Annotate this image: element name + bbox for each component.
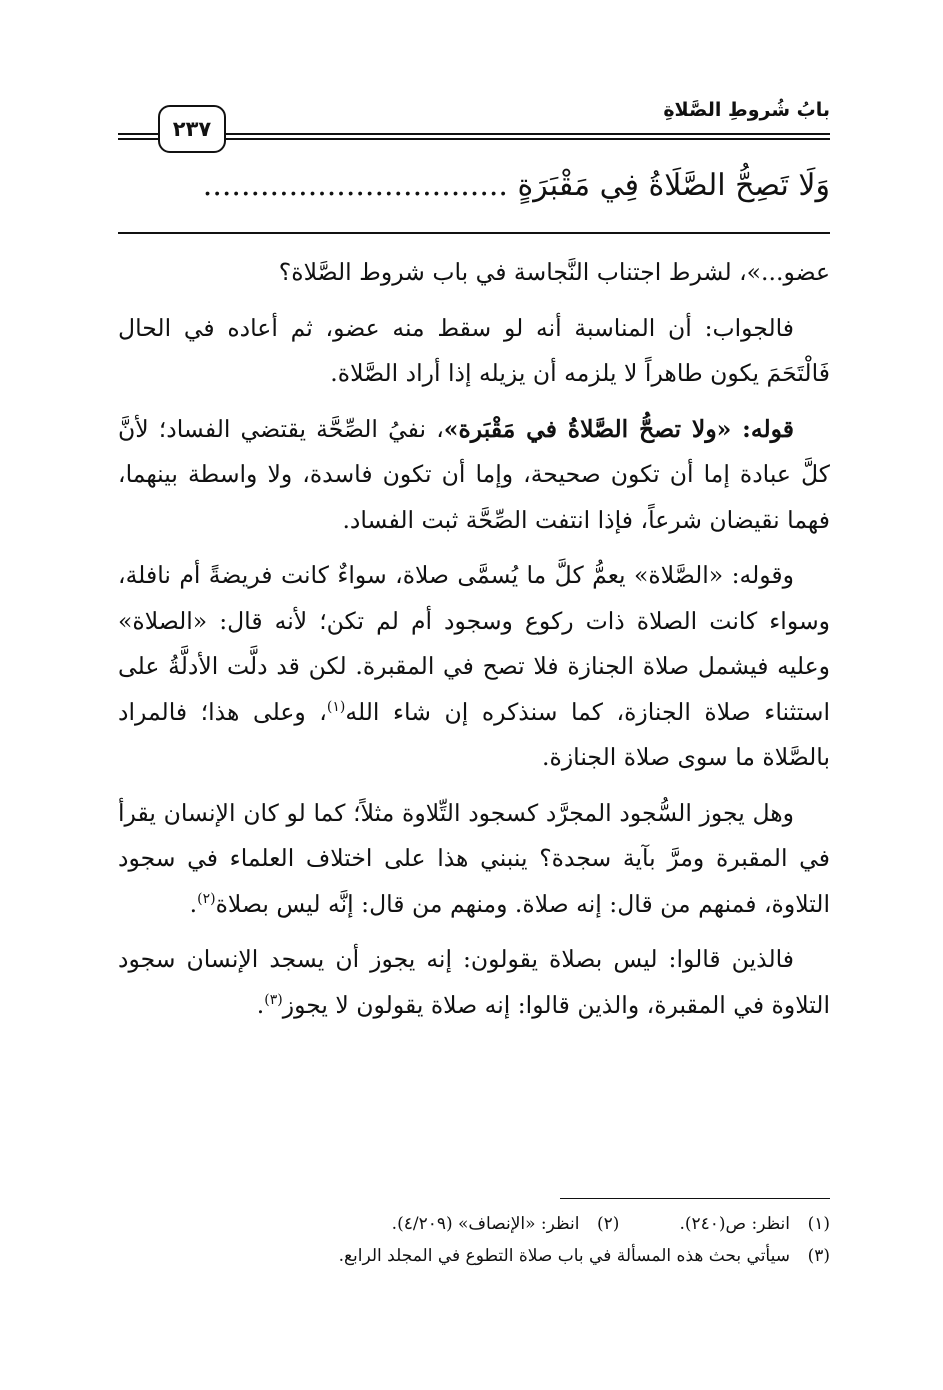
footnote-2 (392, 1208, 620, 1240)
footnote-3-text: سيأتي بحث هذه المسألة في باب صلاة التطوع في المجلد الرابع. (338, 1246, 790, 1266)
page-header (118, 95, 830, 155)
paragraph-3 (118, 407, 830, 544)
paragraph-5-b: . (189, 889, 198, 918)
footnote-3 (339, 1240, 830, 1272)
paragraph-6-b: . (256, 990, 265, 1019)
matn-dots: ................................ (202, 168, 508, 203)
paragraph-5-a: وهل يجوز السُّجود المجرَّد كسجود التِّلاوة مثلاً؛ كما لو كان الإنسان يقرأ في المقبرة ومرَّ بآية سجدة؟ ينبني هذا على اختلاف العلماء في سجود التلاوة، فمنهم من قال: إنه صلاة. ومنهم من قال: إنَّه ليس بصلاة (118, 798, 830, 918)
commentary-body (118, 250, 830, 1038)
paragraph-4 (118, 553, 830, 781)
footnote-ref-3: (٣) (264, 991, 283, 1008)
matn-line (118, 162, 830, 210)
matn-text: وَلَا تَصِحُّ الصَّلَاةُ فِي مَقْبَرَةٍ (517, 168, 830, 203)
footnote-ref-1: (١) (326, 698, 346, 715)
footnote-1-text: انظر: ص(٢٤٠). (679, 1214, 790, 1234)
paragraph-4-a: وقوله: «الصَّلاة» يعمُّ كلَّ ما يُسمَّى صلاة، سواءٌ كانت فريضةً أم نافلة، وسواء كانت الصلاة ذات ركوع وسجود أم لم تكن؛ لأنه قال: «الصلاة» وعليه فيشمل صلاة الجنازة فلا تصح في المقبرة. لكن قد دلَّت الأدلَّةُ على استثناء صلاة الجنازة، كما سنذكره إن شاء الله (118, 561, 830, 726)
footnote-3-number: (٣) (807, 1246, 830, 1266)
footnote-ref-2: (٢) (197, 890, 216, 907)
footnote-2-text: انظر: «الإنصاف» (٤/٢٠٩). (391, 1214, 580, 1234)
footnote-rule (560, 1198, 830, 1199)
paragraph-5 (118, 791, 830, 928)
footnote-1 (679, 1208, 830, 1240)
paragraph-3-rest: ، نفيُ الصِّحَّة يقتضي الفساد؛ لأنَّ كلَّ عبادة إما أن تكون صحيحة، وإما أن تكون فاسدة، ولا واسطة بينهما، فهما نقيضان شرعاً، فإذا انتفت الصِّحَّة ثبت الفساد. (118, 414, 830, 534)
paragraph-1: عضو...»، لشرط اجتناب النَّجاسة في باب شروط الصَّلاة؟ (278, 258, 830, 286)
paragraph-6-a: فالذين قالوا: ليس بصلاة يقولون: إنه يجوز أن يسجد الإنسان سجود التلاوة في المقبرة، والذين قالوا: إنه صلاة يقولون لا يجوز (118, 945, 830, 1019)
matn-rule (118, 232, 830, 234)
footnote-1-number: (١) (807, 1214, 830, 1234)
paragraph-4-b: ، وعلى هذا؛ فالمراد بالصَّلاة ما سوى صلاة الجنازة. (118, 697, 830, 771)
footnote-row-2 (118, 1240, 830, 1272)
footnote-row-1 (118, 1208, 830, 1240)
footnote-2-number: (٢) (597, 1214, 620, 1234)
chapter-title: بابُ شُروطِ الصَّلاةِ (663, 99, 830, 121)
paragraph-2: فالجواب: أن المناسبة أنه لو سقط منه عضو، ثم أعاده في الحال فَالْتَحَمَ يكون طاهراً لا يلزمه أن يزيله إذا أراد الصَّلاة. (118, 313, 830, 387)
page-number: ٢٣٧ (158, 105, 226, 153)
paragraph-6 (118, 937, 830, 1028)
quote-lead: قوله: «ولا تصحُّ الصَّلاةُ في مَقْبَرة» (443, 414, 794, 443)
footnotes (118, 1208, 830, 1272)
